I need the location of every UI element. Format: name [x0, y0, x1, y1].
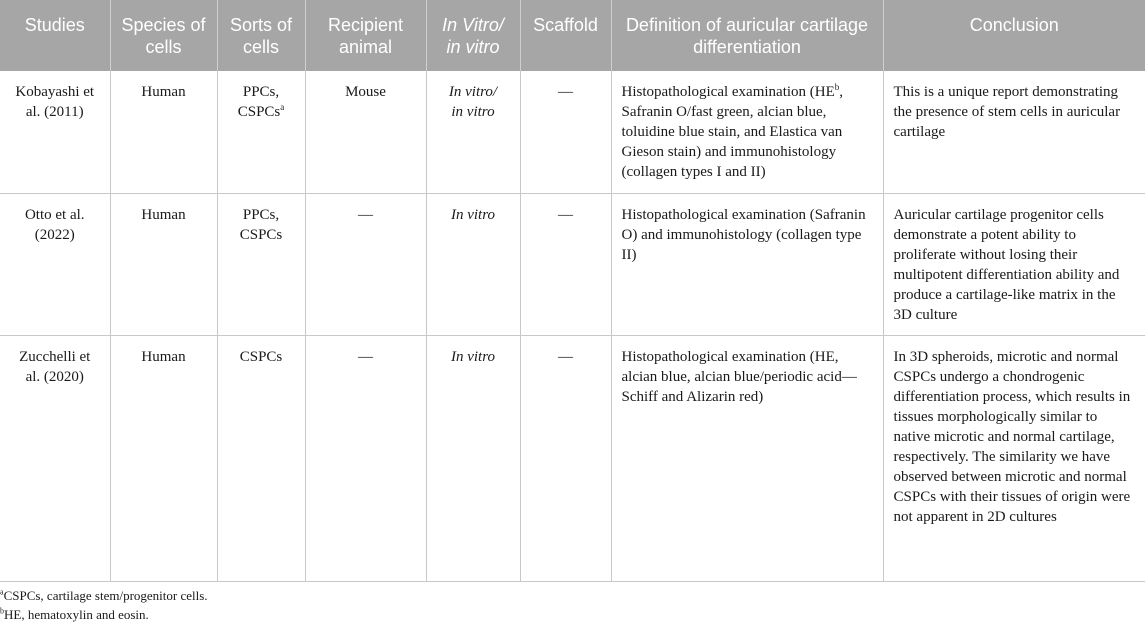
cell-study: Zucchelli et al. (2020)	[0, 335, 110, 581]
cell-sorts: CSPCs	[217, 335, 305, 581]
cell-recipient: —	[305, 335, 426, 581]
header-row	[0, 0, 1145, 71]
cell-study: Kobayashi et al. (2011)	[0, 71, 110, 193]
invitro-b: in vitro	[451, 104, 495, 120]
cell-invitro: In vitro	[426, 193, 520, 335]
footnote-a-mark: a	[0, 587, 4, 597]
header-sorts: Sorts of cells	[217, 0, 305, 71]
cell-scaffold: —	[520, 193, 611, 335]
footnote-b-mark: b	[0, 606, 4, 616]
cell-recipient: Mouse	[305, 71, 426, 193]
cell-species: Human	[110, 335, 217, 581]
footnote-a	[0, 588, 208, 604]
header-invitro-a: In Vitro/	[442, 15, 504, 35]
cell-scaffold: —	[520, 71, 611, 193]
table-row	[0, 335, 1145, 581]
header-scaffold: Scaffold	[520, 0, 611, 71]
definition-post: , Safranin O/fast green, alcian blue, toluidine blue stain, and Elastica van Gieson stain) and immunohistology (collagen types I and II)	[621, 84, 844, 180]
header-invitro-b: in vitro	[446, 37, 500, 57]
cell-conclusion: This is a unique report demonstrating the presence of stem cells in auricular cartilage	[883, 71, 1145, 193]
header-conclusion: Conclusion	[883, 0, 1145, 71]
cell-study: Otto et al. (2022)	[0, 193, 110, 335]
cell-definition: Histopathological examination (Safranin O) and immunohistology (collagen type II)	[611, 193, 883, 335]
footnote-mark-b: b	[834, 82, 840, 92]
footnote-b-text: HE, hematoxylin and eosin.	[4, 607, 149, 622]
header-recipient: Recipient animal	[305, 0, 426, 71]
cell-conclusion: Auricular cartilage progenitor cells demonstrate a potent ability to proliferate without losing their multipotent differentiation ability and produce a cartilage-like matrix in the 3D culture	[883, 193, 1145, 335]
definition-pre: Histopathological examination (HE	[621, 84, 835, 100]
cell-invitro	[426, 71, 520, 193]
cell-scaffold: —	[520, 335, 611, 581]
cell-species: Human	[110, 193, 217, 335]
table-row	[0, 71, 1145, 193]
footnote-a-text: CSPCs, cartilage stem/progenitor cells.	[3, 588, 208, 603]
sorts-text: PPCs, CSPCs	[237, 84, 281, 120]
cell-species: Human	[110, 71, 217, 193]
header-species: Species of cells	[110, 0, 217, 71]
cell-recipient: —	[305, 193, 426, 335]
footnote-mark-a: a	[280, 102, 285, 112]
cell-invitro: In vitro	[426, 335, 520, 581]
header-invitro	[426, 0, 520, 71]
header-studies: Studies	[0, 0, 110, 71]
footnote-b	[0, 607, 149, 623]
table-row	[0, 193, 1145, 335]
cell-sorts	[217, 71, 305, 193]
cell-sorts: PPCs, CSPCs	[217, 193, 305, 335]
cell-definition: Histopathological examination (HE, alcian blue, alcian blue/periodic acid—Schiff and Alizarin red)	[611, 335, 883, 581]
header-definition: Definition of auricular cartilage differentiation	[611, 0, 883, 71]
cell-definition	[611, 71, 883, 193]
invitro-a: In vitro/	[448, 84, 498, 100]
cell-conclusion: In 3D spheroids, microtic and normal CSPCs undergo a chondrogenic differentiation process, which results in tissues morphologically similar to native microtic and normal cartilage, respectively. The similarity we have observed between microtic and normal CSPCs with their tissues of origin were not apparent in 2D cultures	[883, 335, 1145, 581]
